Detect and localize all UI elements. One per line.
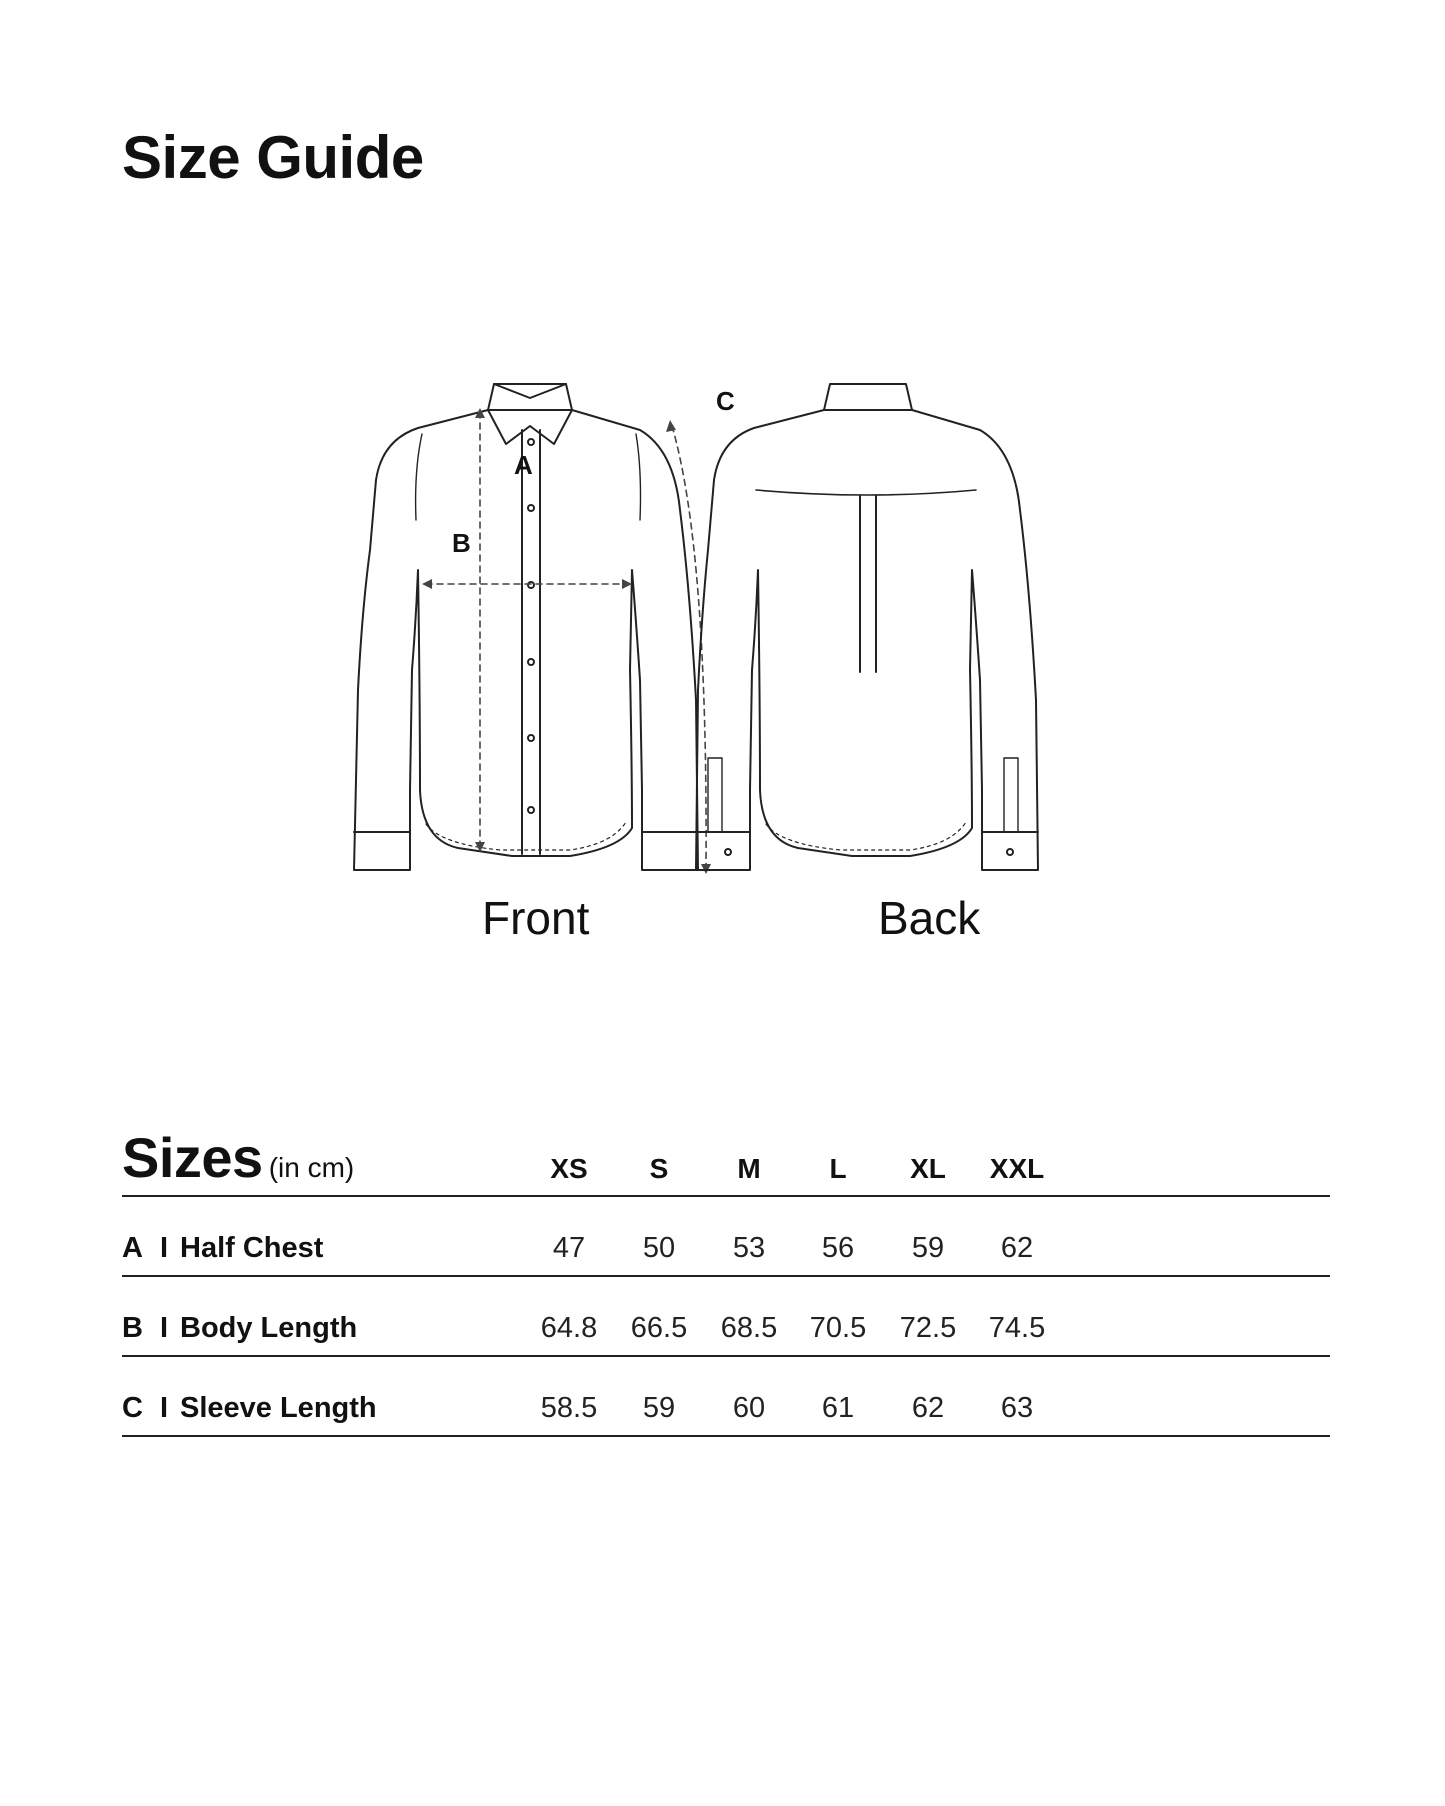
- measure-label-b: B: [452, 528, 471, 558]
- table-cell: 50: [642, 1232, 676, 1264]
- row-code: B: [122, 1312, 143, 1344]
- row-separator: I: [159, 1312, 169, 1344]
- size-column-xs: XS: [550, 1153, 588, 1184]
- table-cell: 62: [911, 1392, 945, 1424]
- table-cell: 64.8: [540, 1312, 598, 1344]
- row-separator: I: [159, 1232, 169, 1264]
- size-column-m: M: [737, 1153, 761, 1184]
- table-cell: 66.5: [630, 1312, 688, 1344]
- page-title: Size Guide: [122, 124, 424, 191]
- size-column-s: S: [649, 1153, 669, 1184]
- back-shirt-drawing: [696, 384, 1038, 870]
- shirt-diagram: [340, 370, 1120, 930]
- size-column-l: L: [829, 1153, 847, 1184]
- measure-label-c: C: [716, 386, 735, 416]
- row-label-sleeve-length: [122, 1394, 377, 1423]
- row-separator: I: [159, 1392, 169, 1424]
- row-divider: [122, 1355, 1330, 1357]
- table-cell: 74.5: [988, 1312, 1046, 1344]
- row-code: A: [122, 1232, 143, 1264]
- table-cell: 59: [911, 1232, 945, 1264]
- table-cell: 72.5: [899, 1312, 957, 1344]
- table-cell: 60: [732, 1392, 766, 1424]
- row-name: Sleeve Length: [180, 1392, 377, 1424]
- back-view-label: Back: [878, 892, 981, 944]
- row-label-body-length: [122, 1314, 357, 1343]
- size-column-xxl: XXL: [989, 1153, 1045, 1184]
- sizes-unit: (in cm): [268, 1152, 355, 1183]
- row-divider: [122, 1435, 1330, 1437]
- table-header-rule: [122, 1195, 1330, 1197]
- row-label-half-chest: [122, 1234, 323, 1263]
- table-cell: 47: [552, 1232, 586, 1264]
- row-name: Body Length: [180, 1312, 358, 1344]
- table-cell: 58.5: [540, 1392, 598, 1424]
- size-column-xl: XL: [910, 1153, 946, 1184]
- table-cell: 56: [821, 1232, 855, 1264]
- table-cell: 68.5: [720, 1312, 778, 1344]
- front-view-label: Front: [482, 892, 590, 944]
- table-cell: 70.5: [809, 1312, 867, 1344]
- table-cell: 53: [732, 1232, 766, 1264]
- row-name: Half Chest: [180, 1232, 324, 1264]
- table-cell: 59: [642, 1392, 676, 1424]
- measure-label-a: A: [514, 450, 533, 480]
- table-cell: 63: [1000, 1392, 1034, 1424]
- sizes-heading: [122, 1126, 355, 1189]
- row-code: C: [122, 1392, 143, 1424]
- sizes-title: Sizes: [122, 1126, 263, 1189]
- row-divider: [122, 1275, 1330, 1277]
- table-cell: 62: [1000, 1232, 1034, 1264]
- table-cell: 61: [821, 1392, 855, 1424]
